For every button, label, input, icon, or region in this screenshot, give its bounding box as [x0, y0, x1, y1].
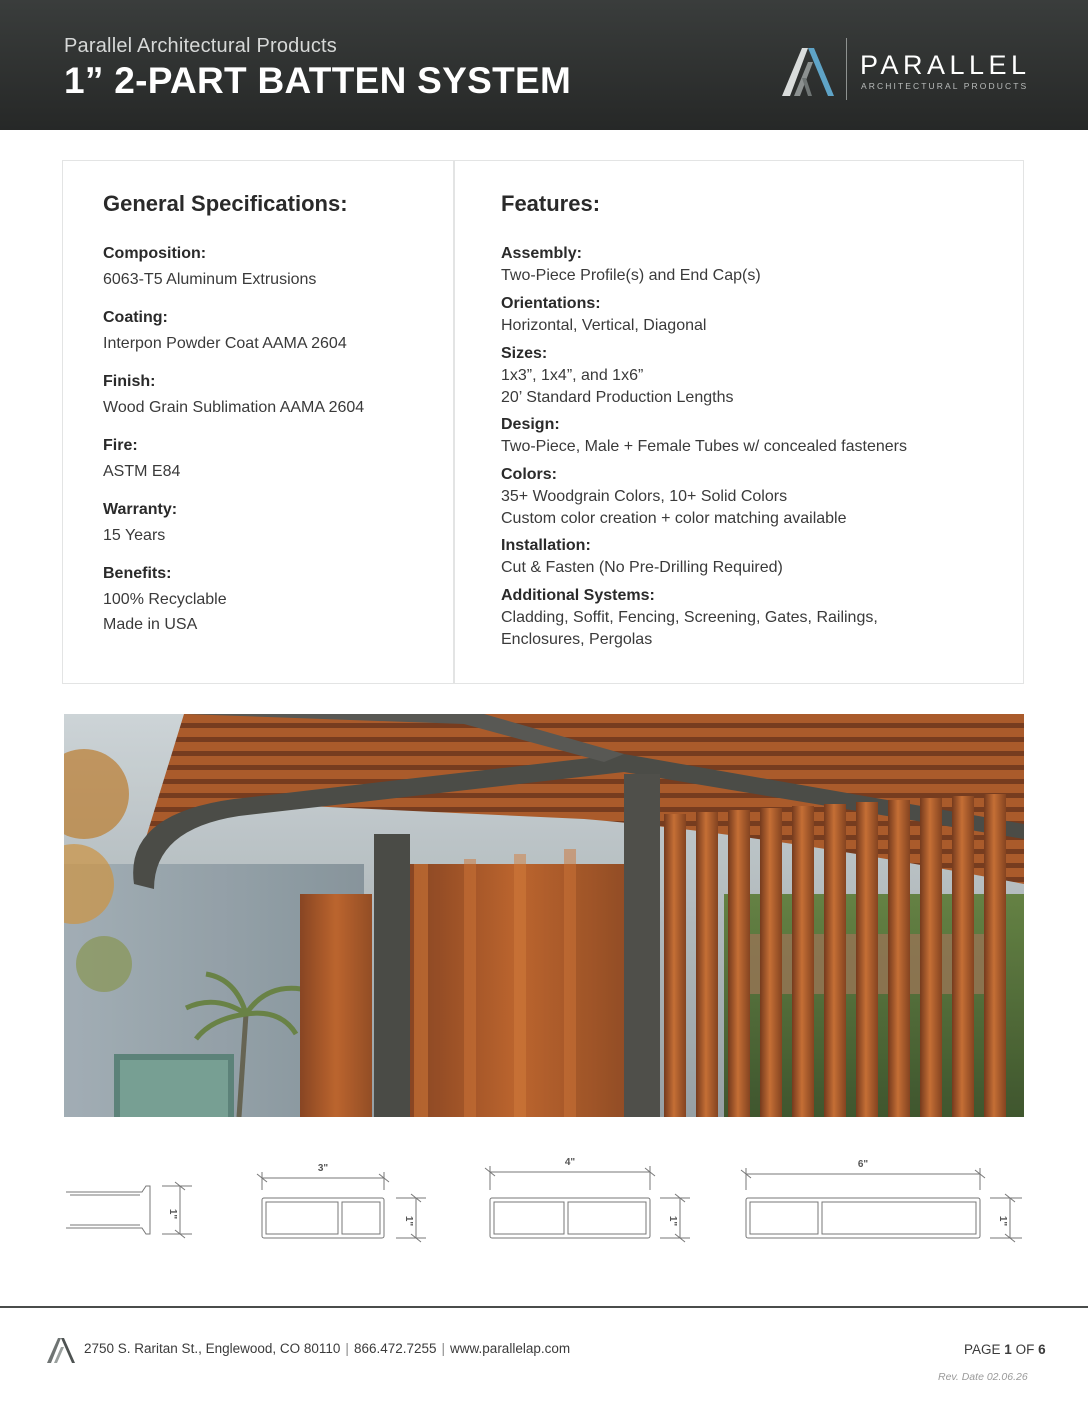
- features-title: Features:: [501, 191, 601, 216]
- spec-label-coating: Coating:: [103, 309, 168, 326]
- company-subtitle: Parallel Architectural Products: [64, 35, 337, 57]
- profile-1x6-drawing: [738, 1150, 1028, 1250]
- end-cap-height-label: 1": [167, 1208, 178, 1220]
- feature-value-sizes-1: 1x3”, 1x4”, and 1x6”: [501, 367, 644, 384]
- pergola-photo: [64, 714, 1024, 1117]
- feature-value-additional-systems-2: Enclosures, Pergolas: [501, 631, 653, 648]
- feature-value-design: Two-Piece, Male + Female Tubes w/ concealed fasteners: [501, 438, 907, 455]
- page-total: 6: [1038, 1342, 1046, 1357]
- page-of: OF: [1015, 1342, 1035, 1357]
- spec-label-composition: Composition:: [103, 245, 207, 262]
- end-cap-profile-drawing: [62, 1150, 192, 1250]
- spec-value-warranty: 15 Years: [103, 527, 166, 544]
- feature-value-colors-2: Custom color creation + color matching available: [501, 510, 847, 527]
- footer-address: 2750 S. Raritan St., Englewood, CO 80110: [84, 1341, 341, 1356]
- spec-value-finish: Wood Grain Sublimation AAMA 2604: [103, 399, 365, 416]
- profile-1x3-width-label: 3": [317, 1163, 329, 1174]
- feature-value-installation: Cut & Fasten (No Pre-Drilling Required): [501, 559, 783, 576]
- feature-label-design: Design:: [501, 416, 560, 433]
- spec-label-finish: Finish:: [103, 373, 156, 390]
- feature-value-orientations: Horizontal, Vertical, Diagonal: [501, 317, 707, 334]
- feature-label-additional-systems: Additional Systems:: [501, 587, 655, 604]
- pergola-illustration: [64, 714, 1024, 1117]
- profile-1x6-height-label: 1": [997, 1215, 1008, 1227]
- profile-1x3-drawing: [256, 1150, 436, 1250]
- feature-label-sizes: Sizes:: [501, 345, 548, 362]
- page-current: 1: [1004, 1342, 1012, 1357]
- parallel-logo-mark-icon: [780, 42, 836, 98]
- profile-1x6-width-label: 6": [857, 1159, 869, 1170]
- column-divider: [453, 161, 455, 683]
- footer-separator: |: [345, 1341, 349, 1356]
- footer-phone[interactable]: 866.472.7255: [353, 1341, 437, 1356]
- spec-value-composition: 6063-T5 Aluminum Extrusions: [103, 271, 317, 288]
- spec-value-benefits-2: Made in USA: [103, 616, 198, 633]
- page-prefix: PAGE: [964, 1342, 1001, 1357]
- footer-contact: [84, 1341, 570, 1356]
- spec-label-benefits: Benefits:: [103, 565, 172, 582]
- feature-value-colors-1: 35+ Woodgrain Colors, 10+ Solid Colors: [501, 488, 788, 505]
- logo-brand-text: PARALLEL: [860, 50, 1031, 80]
- logo-tagline: ARCHITECTURAL PRODUCTS: [861, 81, 1029, 91]
- profile-1x4-drawing: [482, 1150, 702, 1250]
- spec-value-benefits-1: 100% Recyclable: [103, 591, 227, 608]
- spec-value-coating: Interpon Powder Coat AAMA 2604: [103, 335, 347, 352]
- footer-logo-icon: [46, 1336, 76, 1364]
- logo-divider: [846, 38, 847, 100]
- page-header: [0, 0, 1088, 130]
- feature-value-additional-systems-1: Cladding, Soffit, Fencing, Screening, Gates, Railings,: [501, 609, 878, 626]
- footer-separator: |: [441, 1341, 446, 1356]
- feature-label-orientations: Orientations:: [501, 295, 601, 312]
- profile-1x4-width-label: 4": [564, 1157, 576, 1168]
- footer-divider: [0, 1306, 1088, 1308]
- feature-label-assembly: Assembly:: [501, 245, 582, 262]
- spec-value-fire: ASTM E84: [103, 463, 181, 480]
- revision-date: Rev. Date 02.06.26: [938, 1371, 1028, 1383]
- feature-label-colors: Colors:: [501, 466, 557, 483]
- spec-label-warranty: Warranty:: [103, 501, 178, 518]
- feature-value-assembly: Two-Piece Profile(s) and End Cap(s): [501, 267, 761, 284]
- page-title: 1” 2-PART BATTEN SYSTEM: [64, 60, 572, 101]
- profile-1x4-height-label: 1": [667, 1215, 678, 1227]
- feature-label-installation: Installation:: [501, 537, 591, 554]
- footer-website-link[interactable]: www.parallelap.com: [450, 1341, 571, 1356]
- spec-label-fire: Fire:: [103, 437, 138, 454]
- feature-value-sizes-2: 20’ Standard Production Lengths: [501, 389, 734, 406]
- specifications-box: [62, 160, 1024, 684]
- general-specifications-title: General Specifications:: [103, 191, 348, 216]
- profile-1x3-height-label: 1": [403, 1215, 414, 1227]
- parallel-logo: [780, 38, 1030, 100]
- page-indicator: [964, 1342, 1046, 1357]
